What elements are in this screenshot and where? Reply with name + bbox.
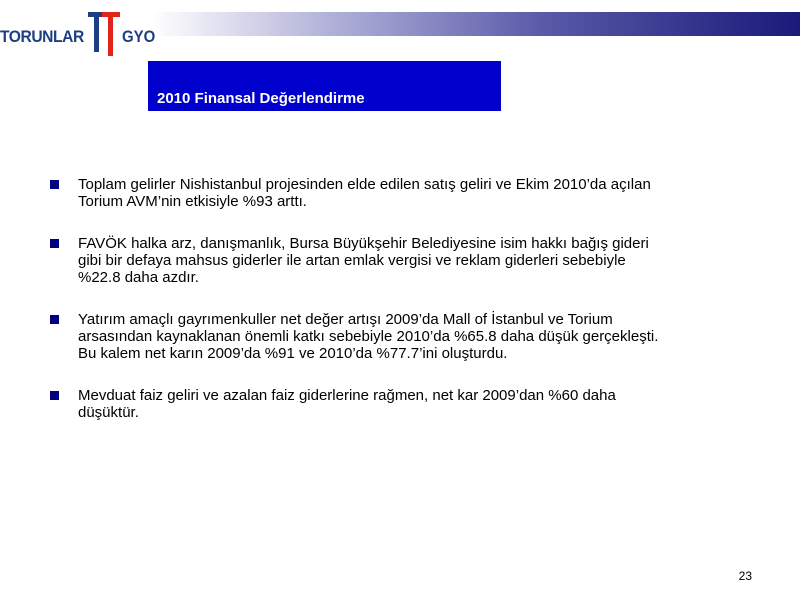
square-bullet-icon bbox=[50, 180, 59, 189]
bullet-text: Yatırım amaçlı gayrımenkuller net değer artışı 2009’da Mall of İstanbul ve Torium arsasından kaynaklanan önemli katkı sebebiyle 2010’da %65.8 daha düşük gerçekleşti. Bu kalem net karın 2009’da %91 ve 2010’da %77.7’ini oluşturdu. bbox=[78, 311, 659, 362]
page-number: 23 bbox=[738, 569, 752, 583]
square-bullet-icon bbox=[50, 239, 59, 248]
logo-text-torunlar: TORUNLAR bbox=[0, 27, 84, 46]
list-item bbox=[50, 387, 690, 421]
list-item bbox=[50, 176, 690, 210]
bullet-text: Toplam gelirler Nishistanbul projesinden elde edilen satış geliri ve Ekim 2010’da açılan Torium AVM’nin etkisiyle %93 arttı. bbox=[78, 176, 651, 210]
title-box bbox=[148, 61, 501, 111]
square-bullet-icon bbox=[50, 391, 59, 400]
list-item bbox=[50, 311, 690, 362]
logo-red-t-stem bbox=[108, 12, 113, 56]
square-bullet-icon bbox=[50, 315, 59, 324]
list-item bbox=[50, 235, 690, 286]
bullet-text: FAVÖK halka arz, danışmanlık, Bursa Büyükşehir Belediyesine isim hakkı bağış gideri gibi bir defaya mahsus giderler ile artan emlak vergisi ve reklam giderleri sebebiyle %22.8 daha azdır. bbox=[78, 235, 649, 286]
logo-blue-t-stem bbox=[94, 12, 99, 52]
logo-text-gyo: GYO bbox=[122, 27, 156, 46]
bullet-text: Mevduat faiz geliri ve azalan faiz giderlerine rağmen, net kar 2009’dan %60 daha düşüktür. bbox=[78, 387, 616, 421]
bullet-list bbox=[50, 176, 690, 446]
slide-title: 2010 Finansal Değerlendirme bbox=[157, 90, 365, 107]
header-gradient-bar bbox=[152, 12, 800, 36]
logo-mark-icon bbox=[86, 8, 122, 56]
company-logo bbox=[0, 8, 156, 56]
